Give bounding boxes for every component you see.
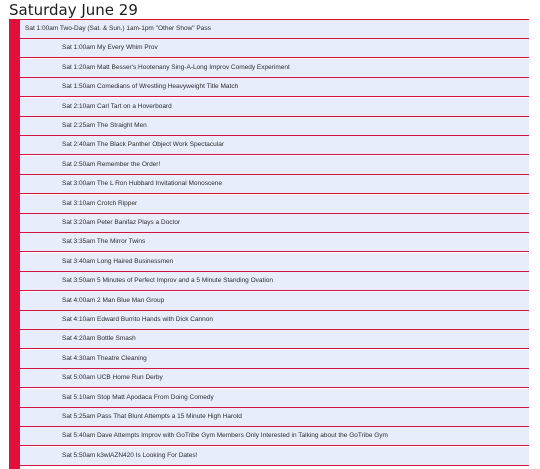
pass-label: Sat 1:00am Two-Day (Sat. & Sun.) 1am-1pm "Other Show" Pass — [25, 25, 211, 32]
schedule-list — [9, 19, 529, 469]
event-row[interactable] — [20, 253, 529, 272]
day-title: Saturday June 29 — [9, 1, 138, 19]
event-row[interactable] — [20, 292, 529, 311]
event-row[interactable] — [20, 136, 529, 155]
event-label: Sat 5:00am UCB Home Run Derby — [62, 374, 163, 382]
event-label: Sat 2:50am Remember the Order! — [62, 160, 161, 168]
event-row[interactable] — [20, 233, 529, 252]
event-row[interactable] — [20, 350, 529, 369]
event-label: Sat 1:20am Matt Besser's Hootenany Sing-A-Long Improv Comedy Experiment — [62, 63, 290, 71]
event-label: Sat 5:40am Dave Attempts Improv with GoTribe Gym Members Only Interested in Talking about the GoTribe Gym — [62, 432, 388, 440]
event-label: Sat 1:50am Comedians of Wrestling Heavyweight Title Match — [62, 83, 239, 91]
event-row[interactable] — [20, 78, 529, 97]
event-row[interactable] — [20, 427, 529, 446]
event-row[interactable] — [20, 117, 529, 136]
event-label: Sat 5:50am k3wlAZN420 Is Looking For Dates! — [62, 451, 198, 459]
event-label: Sat 1:00am My Every Whim Prov — [62, 44, 158, 52]
event-label: Sat 3:20am Peter Banifaz Plays a Doctor — [62, 219, 181, 226]
event-label: Sat 4:10am Edward Burrito Hands with Dick Cannon — [62, 316, 214, 323]
event-row[interactable] — [20, 311, 529, 330]
event-row[interactable] — [20, 214, 529, 233]
event-row[interactable] — [20, 272, 529, 291]
event-row[interactable] — [20, 369, 529, 388]
event-row[interactable] — [20, 156, 529, 175]
event-label: Sat 3:10am Crotch Ripper — [62, 199, 138, 207]
event-row[interactable] — [20, 408, 529, 427]
event-row[interactable] — [20, 59, 529, 78]
event-label: Sat 2:10am Carl Tart on a Hoverboard — [62, 102, 172, 110]
event-label: Sat 4:30am Theatre Cleaning — [62, 354, 147, 362]
event-label: Sat 3:50am 5 Minutes of Perfect Improv and a 5 Minute Standing Ovation — [62, 277, 274, 285]
day-accent-bar — [9, 20, 20, 469]
event-label: Sat 2:40am The Black Panther Object Work Spectacular — [62, 141, 224, 149]
event-row[interactable] — [20, 389, 529, 408]
event-label: Sat 3:35am The Mirror Twins — [62, 238, 146, 246]
event-row[interactable] — [20, 330, 529, 349]
event-label: Sat 5:25am Pass That Blunt Attempts a 15 Minute High Harold — [62, 413, 242, 420]
event-label: Sat 3:00am The L Ron Hubbard Invitational Monoscene — [62, 180, 223, 188]
event-label: Sat 3:40am Long Haired Businessmen — [62, 257, 174, 265]
event-row[interactable] — [20, 98, 529, 117]
event-label: Sat 5:10am Stop Matt Apodaca From Doing Comedy — [62, 393, 214, 401]
event-label: Sat 2:25am The Straight Men — [62, 122, 147, 129]
event-row[interactable] — [20, 447, 529, 466]
event-row[interactable] — [20, 39, 529, 58]
pass-row[interactable] — [20, 20, 529, 39]
event-label: Sat 4:20am Bottle Smash — [62, 335, 136, 343]
event-label: Sat 4:00am 2 Man Blue Man Group — [62, 296, 165, 304]
event-row[interactable] — [20, 195, 529, 214]
event-row[interactable] — [20, 175, 529, 194]
